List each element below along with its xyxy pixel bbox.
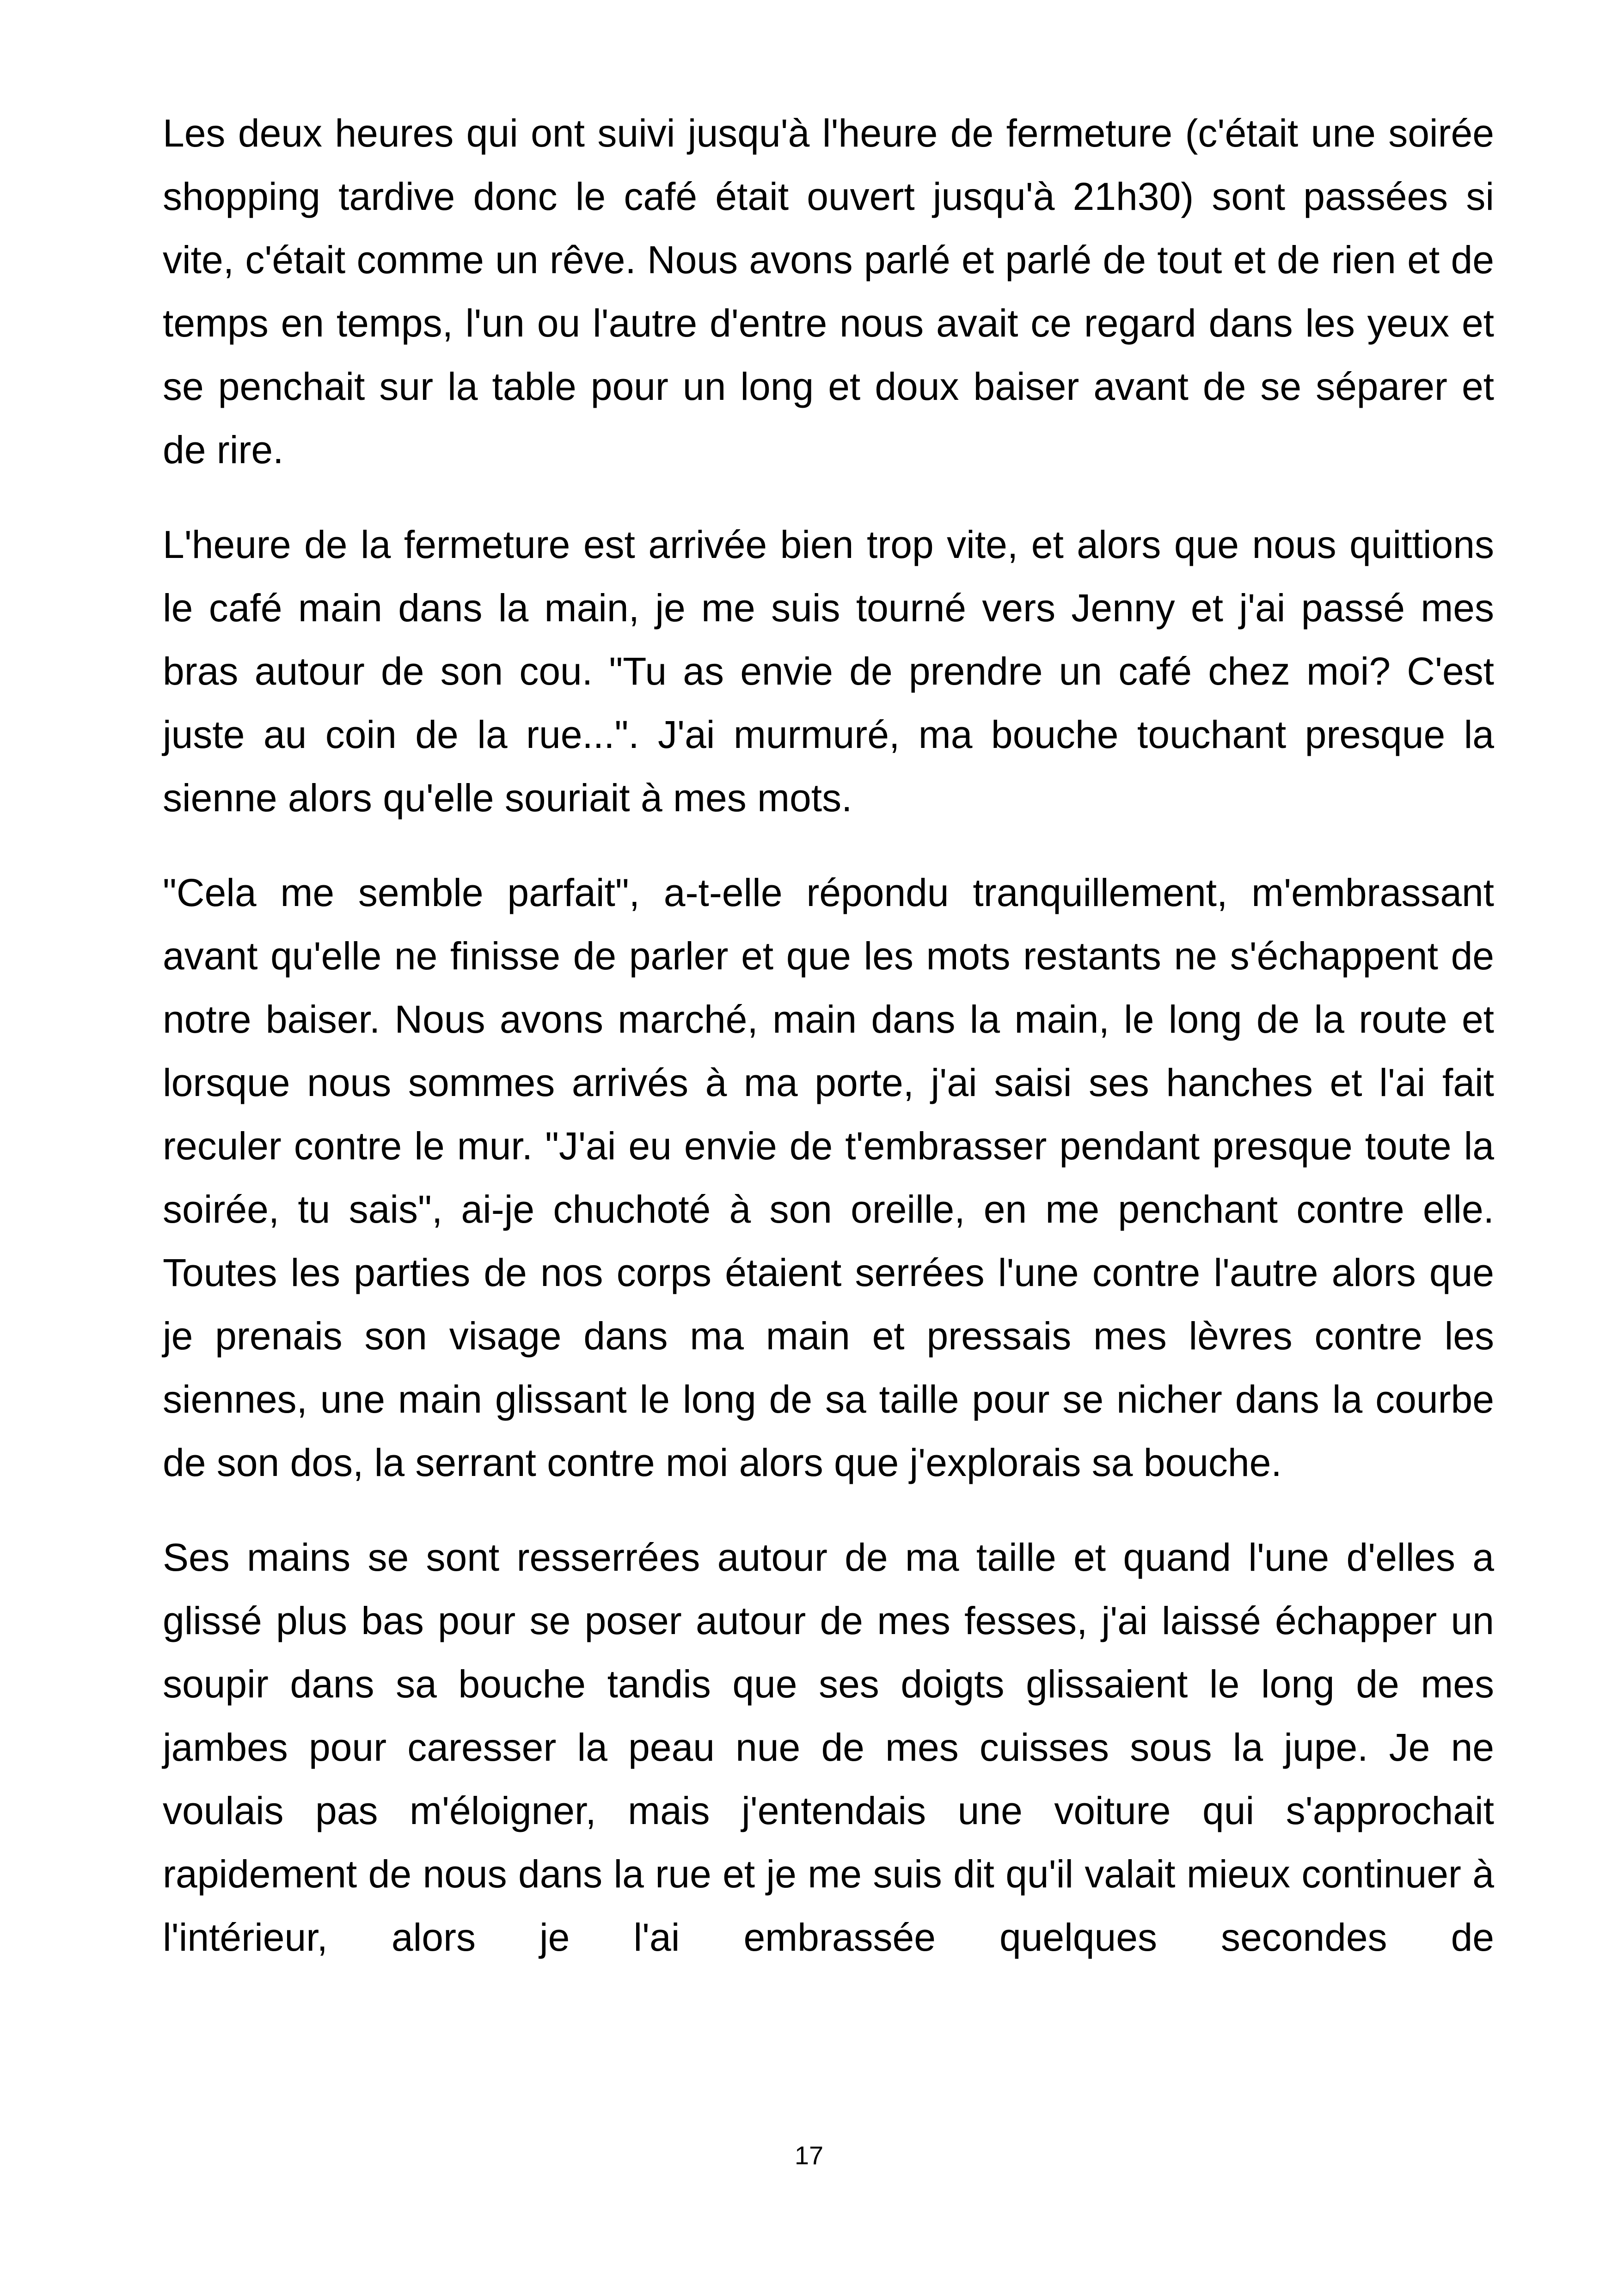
paragraph-4: Ses mains se sont resserrées autour de ma taille et quand l'une d'elles a glissé plus bas pour se poser autour de mes fesses, j'ai laissé échapper un soupir dans sa bouche tandis que ses doigts glissaient le long de mes jambes pour caresser la peau nue de mes cuisses sous la jupe. Je ne voulais pas m'éloigner, mais j'entendais une voiture qui s'approchait rapidement de nous dans la rue et je me suis dit qu'il valait mieux continuer à l'intérieur, alors je l'ai embrassée quelques secondes de: [163, 1536, 1494, 1959]
body-text: [163, 102, 1494, 1969]
page-number: 17: [794, 2141, 824, 2170]
paragraph-2: L'heure de la fermeture est arrivée bien trop vite, et alors que nous quittions le café main dans la main, je me suis tourné vers Jenny et j'ai passé mes bras autour de son cou. "Tu as envie de prendre un café chez moi? C'est juste au coin de la rue...". J'ai murmuré, ma bouche touchant presque la sienne alors qu'elle souriait à mes mots.: [163, 523, 1494, 820]
paragraph-3: "Cela me semble parfait", a-t-elle répondu tranquillement, m'embrassant avant qu'elle ne finisse de parler et que les mots restants ne s'échappent de notre baiser. Nous avons marché, main dans la main, le long de la route et lorsque nous sommes arrivés à ma porte, j'ai saisi ses hanches et l'ai fait reculer contre le mur. "J'ai eu envie de t'embrasser pendant presque toute la soirée, tu sais", ai-je chuchoté à son oreille, en me penchant contre elle. Toutes les parties de nos corps étaient serrées l'une contre l'autre alors que je prenais son visage dans ma main et pressais mes lèvres contre les siennes, une main glissant le long de sa taille pour se nicher dans la courbe de son dos, la serrant contre moi alors que j'explorais sa bouche.: [163, 871, 1494, 1484]
paragraph-1: Les deux heures qui ont suivi jusqu'à l'heure de fermeture (c'était une soirée shopping tardive donc le café était ouvert jusqu'à 21h30) sont passées si vite, c'était comme un rêve. Nous avons parlé et parlé de tout et de rien et de temps en temps, l'un ou l'autre d'entre nous avait ce regard dans les yeux et se penchait sur la table pour un long et doux baiser avant de se séparer et de rire.: [163, 111, 1494, 471]
